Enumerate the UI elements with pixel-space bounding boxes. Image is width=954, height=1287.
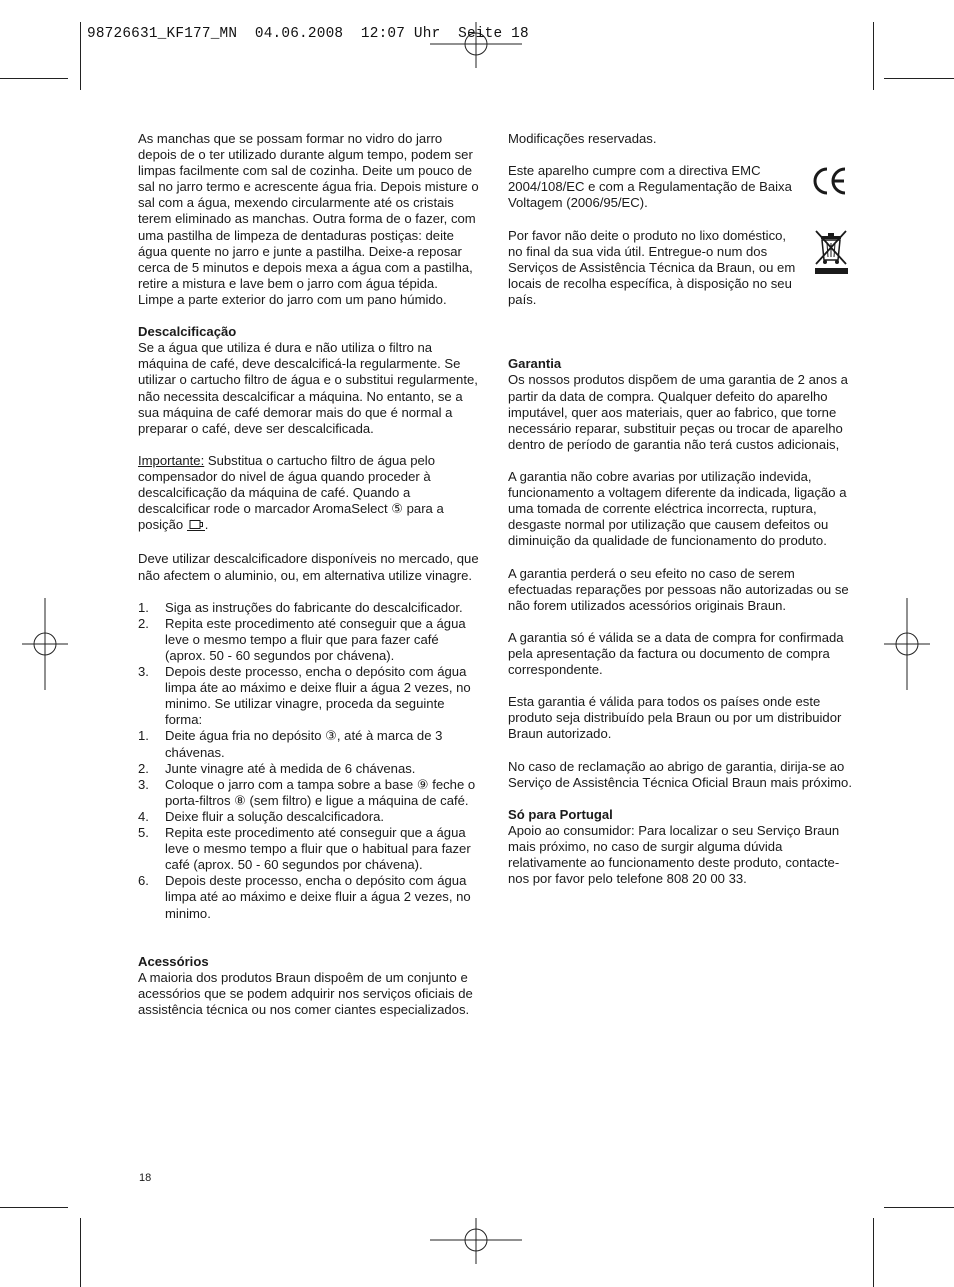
crop-mark [873,22,874,90]
intro-paragraph: Limpe a parte exterior do jarro com um pano húmido. [138,291,447,307]
importante-label: Importante: [138,452,205,468]
importante-text: Substitua o cartucho filtro de água pelo compensador do nivel de água quando proceder à descalcificação da máquina de café. Quando a descalcificar rode o marcador AromaSelect ⑤ para a posição [138,452,444,533]
crop-mark [0,1207,68,1208]
deve-paragraph: Deve utilizar descalcificadore disponíveis no mercado, que não afectem o aluminio, ou, em alternativa utilize vinagre. [138,551,479,583]
registration-mark-right [884,598,930,690]
registration-mark-bottom [430,1218,522,1264]
list-item: 6. Depois deste processo, encha o depósito com água limpa até ao máximo e deixe fluir a água 2 vezes, no minimo. [138,873,471,921]
portugal-paragraph: Apoio ao consumidor: Para localizar o seu Serviço Braun mais próximo, no caso de surgir alguma dúvida relativamente ao funcionamento deste produto, contacte-nos por favor pelo telefone 808 20 00 33. [508,823,840,887]
crop-mark [80,22,81,90]
section-heading-portugal: Só para Portugal [508,806,613,822]
garantia-paragraph: Esta garantia é válida para todos os países onde este produto seja distribuído pela Braun ou por um distribuidor Braun autorizado. [508,694,842,742]
garantia-paragraph: No caso de reclamação ao abrigo de garantia, dirija-se ao Serviço de Assistência Técnica Oficial Braun mais próximo. [508,758,852,790]
crop-mark [884,78,954,79]
ce-mark-icon [812,166,848,196]
section-heading-acessorios: Acessórios [138,953,209,969]
crop-mark [873,1218,874,1287]
list-item: 3. Depois deste processo, encha o depósito com água limpa áte ao máximo e deixe fluir a água 2 vezes, no minimo. Se utilizar vinagre, proceda da seguinte forma: [138,664,471,728]
crop-mark [884,1207,954,1208]
garantia-paragraph: A garantia perderá o seu efeito no caso de serem efectuadas reparações por pessoas não autorizadas ou se não forem utilizados acessórios originais Braun. [508,565,849,613]
list-item: 2. Repita este procedimento até conseguir que a água leve o mesmo tempo a fluir que para fazer café (aprox. 50 - 60 segundos por chávena). [138,615,466,663]
left-column [138,131,483,1018]
garantia-paragraph: A garantia não cobre avarias por utilização indevida, funcionamento a voltagem diferente da indicada, ligação a uma tomada de corrente eléctrica incorrecta, ruptura, desgaste normal por utilização que causem defeitos ou diminuição da qualidade de funcionamento do produto. [508,468,847,549]
descalcificacao-paragraph: Se a água que utiliza é dura e não utiliza o filtro na máquina de café, deve descalcificá-la regularmente. Se utilizar o cartucho filtro de água e o substitui regularmente, não necessita descalcificar a máquina. No entanto, se a sua máquina de café demorar mais do que é normal a preparar o café, deve ser descalcificada. [138,340,478,436]
right-column [508,131,853,887]
modificacoes-text: Modificações reservadas. [508,131,657,146]
acessorios-paragraph: A maioria dos produtos Braun dispoêm de um conjunto e acessórios que se podem adquirir nos serviços oficiais de assistência técnica ou nos comer ciantes especializados. [138,969,473,1018]
registration-mark-left [22,598,68,690]
descaling-steps-list [138,600,483,922]
garantia-paragraph: A garantia só é válida se a data de compra for confirmada pela apresentação da factura ou documento de compra correspondente. [508,629,844,678]
list-item: 5. Repita este procedimento até conseguir que a água leve o mesmo tempo a fluir que o habitual para fazer café (aprox. 50 - 60 segundos por chávena). [138,825,471,873]
importante-end: . [204,517,209,533]
section-heading-garantia: Garantia [508,356,562,372]
cup-position-icon [187,519,205,535]
crop-mark [80,1218,81,1287]
page-number: 18 [139,1172,152,1184]
importante-paragraph [138,453,483,535]
list-item: 3. Coloque o jarro com a tampa sobre a base ⑨ feche o porta-filtros ⑧ (sem filtro) e ligue a máquina de café. [138,776,476,808]
disposal-paragraph: Por favor não deite o produto no lixo doméstico, no final da sua vida útil. Entregue-o num dos Serviços de Assistência Técnica da Braun, ou em locais de recolha específica, à disposição no seu país. [508,227,796,307]
section-heading-descalcificacao: Descalcificação [138,324,237,340]
crop-mark [0,78,68,79]
garantia-paragraph: Os nossos produtos dispõem de uma garantia de 2 anos a partir da data de compra. Qualquer defeito do aparelho imputável, quer aos materiais, quer ao fabrico, que torne necessário reparar, substituir peças ou trocar de aparelho dentro de período de garantia não terá custos adicionais, [508,372,848,452]
list-item: 4. Deixe fluir a solução descalcificadora. [138,808,385,824]
emc-paragraph: Este aparelho cumpre com a directiva EMC 2004/108/EC e com a Regulamentação de Baixa Voltagem (2006/95/EC). [508,163,792,211]
list-item: 2. Junte vinagre até à medida de 6 chávenas. [138,760,416,776]
crossed-bin-icon [812,228,850,276]
intro-paragraph: As manchas que se possam formar no vidro do jarro depois de o ter utilizado durante algum tempo, podem ser limpas facilmente com sal de cozinha. Deite um pouco de sal no jarro termo e acrescente água fria. Depois misture o sal com a água, mexendo circularmente até os cristais terem eliminado as manchas. Outra forma de o fazer, com uma pastilha de limpeza de dentaduras postiças: deite água quente no jarro e junte a pastilha. Deixe-a reposar cerca de 5 minutos e depois mexa a água com a pastilha, retire a mistura e lave bem o jarro com água tépida. [138,131,479,291]
list-item: 1. Siga as instruções do fabricante do descalcificador. [138,599,463,615]
list-item: 1. Deite água fria no depósito ③, até à marca de 3 chávenas. [138,728,443,760]
print-slug-header: 98726631_KF177_MN 04.06.2008 12:07 Uhr Seite 18 [87,26,529,42]
